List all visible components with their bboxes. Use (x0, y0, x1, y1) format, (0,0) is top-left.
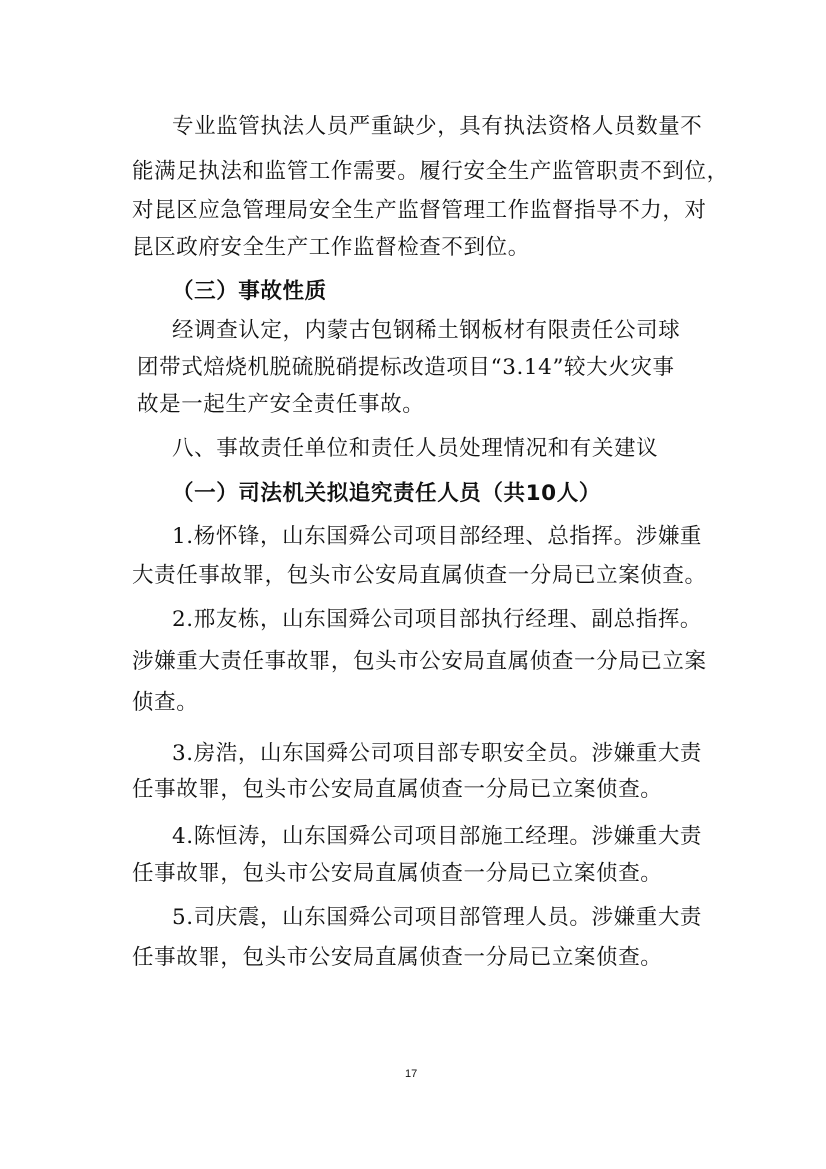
paragraph-line: 专业监管执法人员严重缺少，具有执法资格人员数量不 (172, 114, 703, 139)
section-heading: （一）司法机关拟追究责任人员（共10人） (172, 481, 601, 506)
paragraph-line: 能满足执法和监管工作需要。履行安全生产监管职责不到位， (132, 159, 729, 184)
paragraph-line: 任事故罪，包头市公安局直属侦查一分局已立案侦查。 (132, 777, 663, 802)
page-number: 17 (405, 1068, 418, 1080)
paragraph-line: 4.陈恒涛，山东国舜公司项目部施工经理。涉嫌重大责 (172, 824, 703, 849)
paragraph-line: 昆区政府安全生产工作监督检查不到位。 (132, 235, 530, 260)
paragraph-line: 经调查认定，内蒙古包钢稀土钢板材有限责任公司球 (172, 318, 681, 343)
section-heading: （三）事故性质 (172, 279, 327, 304)
paragraph-line: 3.房浩，山东国舜公司项目部专职安全员。涉嫌重大责 (172, 741, 703, 766)
paragraph-line: 对昆区应急管理局安全生产监督管理工作监督指导不力，对 (132, 198, 707, 223)
chapter-heading: 八、事故责任单位和责任人员处理情况和有关建议 (172, 436, 659, 461)
paragraph-line: 2.邢友栋，山东国舜公司项目部执行经理、副总指挥。 (172, 607, 703, 632)
paragraph-line: 侦查。 (132, 690, 199, 715)
paragraph-line: 5.司庆震，山东国舜公司项目部管理人员。涉嫌重大责 (172, 905, 703, 930)
paragraph-line: 任事故罪，包头市公安局直属侦查一分局已立案侦查。 (132, 945, 663, 970)
paragraph-line: 团带式焙烧机脱硫脱硝提标改造项目“3.14”较大火灾事 (137, 355, 675, 380)
paragraph-line: 故是一起生产安全责任事故。 (137, 392, 425, 417)
paragraph-line: 大责任事故罪，包头市公安局直属侦查一分局已立案侦查。 (132, 563, 707, 588)
paragraph-line: 1.杨怀锋，山东国舜公司项目部经理、总指挥。涉嫌重 (172, 524, 703, 549)
paragraph-line: 涉嫌重大责任事故罪，包头市公安局直属侦查一分局已立案 (132, 649, 707, 674)
paragraph-line: 任事故罪，包头市公安局直属侦查一分局已立案侦查。 (132, 861, 663, 886)
